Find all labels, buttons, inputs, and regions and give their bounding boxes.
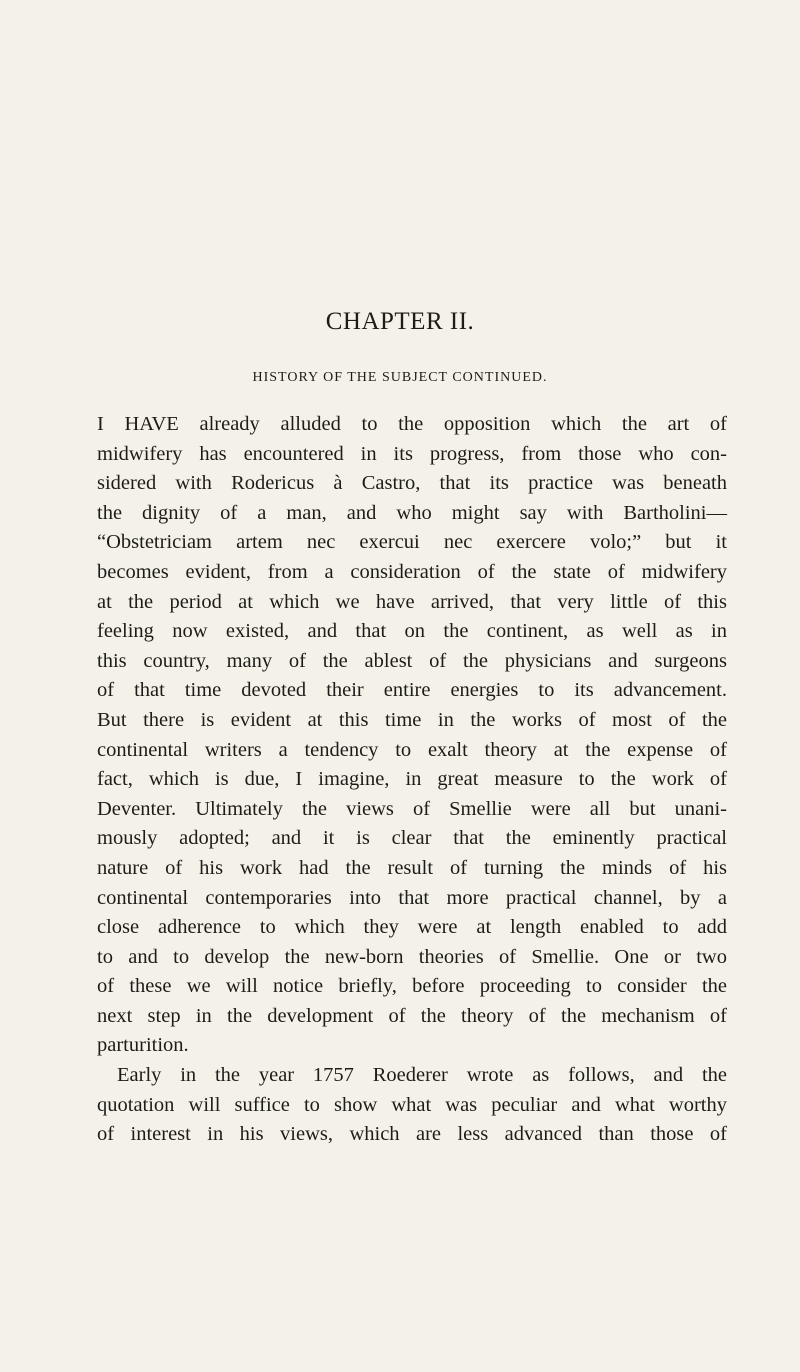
text-line: close adherence to which they were at length enabled to add	[97, 916, 727, 939]
text-line: fact, which is due, I imagine, in great measure to the work of	[97, 768, 727, 791]
text-line: the dignity of a man, and who might say with Bartholini—	[97, 501, 727, 524]
text-line: feeling now existed, and that on the continent, as well as in	[97, 620, 727, 643]
text-line: Deventer. Ultimately the views of Smellie were all but unani-	[97, 797, 727, 820]
text-line: of these we will notice briefly, before proceeding to consider the	[97, 975, 727, 998]
text-line: I HAVE already alluded to the opposition which the art of	[97, 413, 727, 435]
text-line: quotation will suffice to show what was peculiar and what worthy	[97, 1093, 727, 1116]
text-line: mously adopted; and it is clear that the eminently practical	[97, 827, 727, 850]
text-line: “Obstetriciam artem nec exercui nec exercere volo;” but it	[97, 531, 727, 554]
chapter-title: CHAPTER II.	[325, 308, 475, 335]
text-line: midwifery has encountered in its progress, from those who con-	[97, 442, 727, 465]
text-line: parturition.	[97, 1034, 189, 1057]
text-line: of that time devoted their entire energies to its advancement.	[97, 679, 727, 702]
text-line: continental writers a tendency to exalt theory at the expense of	[97, 738, 727, 761]
text-line: of interest in his views, which are less advanced than those of	[97, 1123, 727, 1146]
text-line: continental contemporaries into that more practical channel, by a	[97, 886, 727, 909]
chapter-subtitle: HISTORY OF THE SUBJECT CONTINUED.	[252, 370, 548, 385]
paragraph	[97, 1061, 727, 1150]
text-line: next step in the development of the theory of the mechanism of	[97, 1004, 727, 1027]
text-line: at the period at which we have arrived, that very little of this	[97, 590, 727, 613]
text-line: this country, many of the ablest of the physicians and surgeons	[97, 649, 727, 672]
body-text	[97, 410, 727, 1150]
paragraph	[97, 410, 727, 1061]
text-line: nature of his work had the result of turning the minds of his	[97, 856, 727, 879]
text-line: to and to develop the new-born theories of Smellie. One or two	[97, 945, 727, 968]
text-line: becomes evident, from a consideration of the state of midwifery	[97, 560, 727, 583]
text-line: Early in the year 1757 Roederer wrote as follows, and the	[117, 1064, 727, 1087]
text-line: But there is evident at this time in the works of most of the	[97, 708, 727, 731]
text-line: sidered with Rodericus à Castro, that its practice was beneath	[97, 472, 727, 495]
